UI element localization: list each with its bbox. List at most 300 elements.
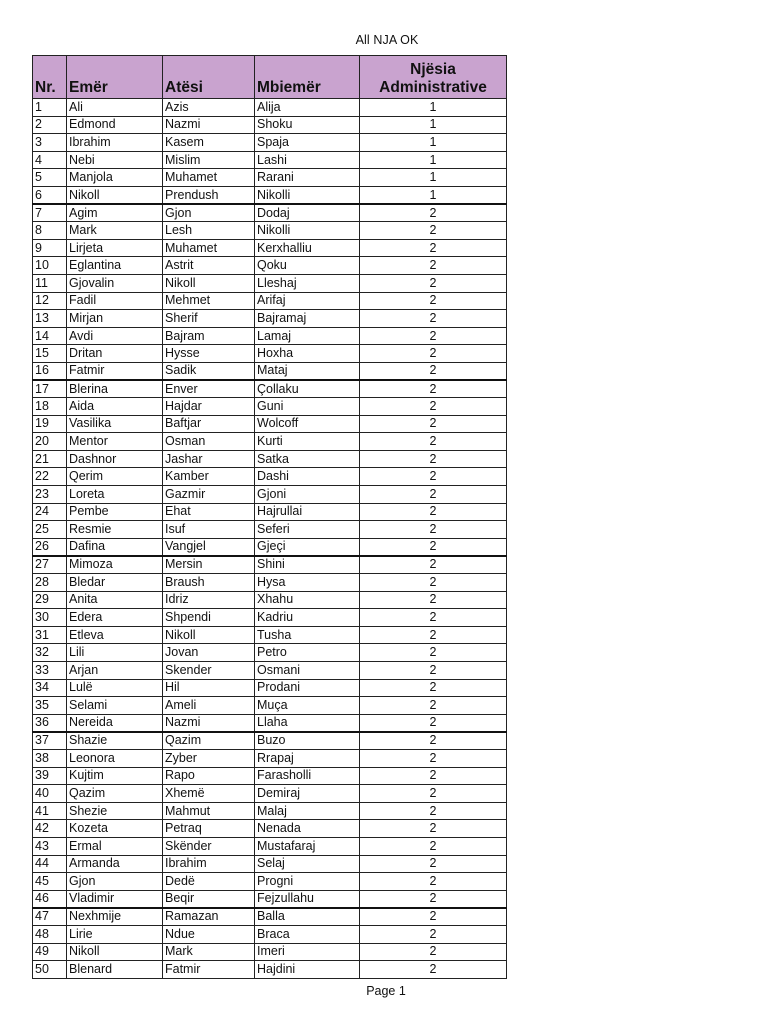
cell-emer: Mirjan	[67, 310, 163, 328]
cell-atesi: Osman	[163, 433, 255, 451]
table-row	[33, 151, 507, 169]
cell-atesi: Ehat	[163, 503, 255, 521]
cell-atesi: Hajdar	[163, 398, 255, 416]
cell-mbiemer: Tusha	[255, 626, 360, 644]
cell-atesi: Mersin	[163, 556, 255, 574]
cell-njesia: 2	[360, 574, 507, 592]
cell-emer: Shazie	[67, 732, 163, 750]
cell-njesia: 2	[360, 257, 507, 275]
cell-mbiemer: Nikolli	[255, 222, 360, 240]
cell-atesi: Nazmi	[163, 116, 255, 134]
table-body	[33, 99, 507, 979]
cell-njesia: 1	[360, 134, 507, 152]
cell-njesia: 2	[360, 820, 507, 838]
cell-nr: 12	[33, 292, 67, 310]
cell-emer: Vladimir	[67, 890, 163, 908]
cell-emer: Dashnor	[67, 450, 163, 468]
cell-nr: 9	[33, 239, 67, 257]
cell-emer: Ibrahim	[67, 134, 163, 152]
cell-njesia: 1	[360, 99, 507, 117]
cell-njesia: 2	[360, 433, 507, 451]
cell-mbiemer: Shini	[255, 556, 360, 574]
table-row	[33, 908, 507, 926]
cell-atesi: Zyber	[163, 749, 255, 767]
table-row	[33, 785, 507, 803]
cell-emer: Pembe	[67, 503, 163, 521]
roster-table	[32, 55, 507, 979]
cell-atesi: Jovan	[163, 644, 255, 662]
cell-njesia: 2	[360, 925, 507, 943]
table-row	[33, 732, 507, 750]
cell-emer: Lili	[67, 644, 163, 662]
cell-nr: 34	[33, 679, 67, 697]
cell-mbiemer: Qoku	[255, 257, 360, 275]
cell-njesia: 2	[360, 943, 507, 961]
cell-njesia: 2	[360, 521, 507, 539]
cell-mbiemer: Dashi	[255, 468, 360, 486]
cell-mbiemer: Xhahu	[255, 591, 360, 609]
cell-mbiemer: Llaha	[255, 714, 360, 732]
cell-njesia: 2	[360, 398, 507, 416]
cell-mbiemer: Lamaj	[255, 327, 360, 345]
cell-emer: Blenard	[67, 961, 163, 979]
cell-emer: Armanda	[67, 855, 163, 873]
cell-nr: 8	[33, 222, 67, 240]
cell-atesi: Vangjel	[163, 538, 255, 556]
cell-nr: 48	[33, 925, 67, 943]
cell-nr: 27	[33, 556, 67, 574]
cell-emer: Resmie	[67, 521, 163, 539]
cell-njesia: 2	[360, 415, 507, 433]
cell-atesi: Petraq	[163, 820, 255, 838]
cell-nr: 43	[33, 837, 67, 855]
cell-njesia: 2	[360, 890, 507, 908]
cell-emer: Bledar	[67, 574, 163, 592]
cell-mbiemer: Hajdini	[255, 961, 360, 979]
table-row	[33, 380, 507, 398]
cell-nr: 30	[33, 609, 67, 627]
table-row	[33, 327, 507, 345]
table-row	[33, 749, 507, 767]
cell-atesi: Xhemë	[163, 785, 255, 803]
cell-atesi: Nazmi	[163, 714, 255, 732]
cell-nr: 42	[33, 820, 67, 838]
cell-njesia: 2	[360, 855, 507, 873]
cell-atesi: Ameli	[163, 697, 255, 715]
table-row	[33, 134, 507, 152]
cell-mbiemer: Imeri	[255, 943, 360, 961]
cell-atesi: Mahmut	[163, 802, 255, 820]
table-row	[33, 257, 507, 275]
table-row	[33, 204, 507, 222]
table-row	[33, 186, 507, 204]
cell-mbiemer: Çollaku	[255, 380, 360, 398]
cell-njesia: 2	[360, 697, 507, 715]
cell-njesia: 1	[360, 169, 507, 187]
cell-njesia: 2	[360, 961, 507, 979]
cell-atesi: Kasem	[163, 134, 255, 152]
header-row	[33, 56, 507, 99]
cell-emer: Kujtim	[67, 767, 163, 785]
cell-njesia: 2	[360, 222, 507, 240]
cell-nr: 47	[33, 908, 67, 926]
table-row	[33, 99, 507, 117]
cell-nr: 26	[33, 538, 67, 556]
cell-atesi: Beqir	[163, 890, 255, 908]
cell-mbiemer: Balla	[255, 908, 360, 926]
cell-emer: Aida	[67, 398, 163, 416]
cell-mbiemer: Alija	[255, 99, 360, 117]
cell-atesi: Azis	[163, 99, 255, 117]
cell-njesia: 2	[360, 345, 507, 363]
cell-nr: 45	[33, 873, 67, 891]
table-row	[33, 802, 507, 820]
table-row	[33, 679, 507, 697]
cell-mbiemer: Buzo	[255, 732, 360, 750]
cell-nr: 41	[33, 802, 67, 820]
cell-atesi: Baftjar	[163, 415, 255, 433]
cell-emer: Shezie	[67, 802, 163, 820]
cell-atesi: Shpendi	[163, 609, 255, 627]
cell-mbiemer: Kerxhalliu	[255, 239, 360, 257]
cell-atesi: Ramazan	[163, 908, 255, 926]
cell-atesi: Mehmet	[163, 292, 255, 310]
table-row	[33, 855, 507, 873]
cell-emer: Kozeta	[67, 820, 163, 838]
table-row	[33, 644, 507, 662]
cell-atesi: Prendush	[163, 186, 255, 204]
cell-emer: Ermal	[67, 837, 163, 855]
cell-mbiemer: Arifaj	[255, 292, 360, 310]
cell-emer: Mentor	[67, 433, 163, 451]
page-footer: Page 1	[366, 984, 406, 998]
cell-emer: Loreta	[67, 486, 163, 504]
table-row	[33, 292, 507, 310]
cell-nr: 6	[33, 186, 67, 204]
cell-mbiemer: Nenada	[255, 820, 360, 838]
table-row	[33, 714, 507, 732]
cell-emer: Fadil	[67, 292, 163, 310]
cell-atesi: Sadik	[163, 362, 255, 380]
column-header-atesi: Atësi	[163, 56, 255, 99]
cell-njesia: 2	[360, 204, 507, 222]
table-row	[33, 591, 507, 609]
table-row	[33, 222, 507, 240]
table-row	[33, 398, 507, 416]
cell-njesia: 2	[360, 591, 507, 609]
cell-mbiemer: Hysa	[255, 574, 360, 592]
column-header-emer: Emër	[67, 56, 163, 99]
table-row	[33, 609, 507, 627]
cell-atesi: Rapo	[163, 767, 255, 785]
cell-njesia: 2	[360, 362, 507, 380]
cell-nr: 16	[33, 362, 67, 380]
column-header-mbiemer: Mbiemër	[255, 56, 360, 99]
table-row	[33, 521, 507, 539]
cell-nr: 25	[33, 521, 67, 539]
cell-njesia: 2	[360, 767, 507, 785]
table-row	[33, 890, 507, 908]
table-row	[33, 345, 507, 363]
cell-emer: Eglantina	[67, 257, 163, 275]
cell-mbiemer: Shoku	[255, 116, 360, 134]
cell-atesi: Sherif	[163, 310, 255, 328]
cell-nr: 7	[33, 204, 67, 222]
cell-mbiemer: Rrapaj	[255, 749, 360, 767]
cell-atesi: Skender	[163, 662, 255, 680]
cell-emer: Ali	[67, 99, 163, 117]
cell-njesia: 2	[360, 486, 507, 504]
table-row	[33, 662, 507, 680]
cell-njesia: 2	[360, 274, 507, 292]
table-row	[33, 961, 507, 979]
cell-emer: Lulë	[67, 679, 163, 697]
cell-njesia: 2	[360, 732, 507, 750]
cell-emer: Mark	[67, 222, 163, 240]
cell-emer: Qerim	[67, 468, 163, 486]
cell-emer: Anita	[67, 591, 163, 609]
cell-mbiemer: Nikolli	[255, 186, 360, 204]
table-row	[33, 820, 507, 838]
cell-atesi: Skënder	[163, 837, 255, 855]
cell-atesi: Bajram	[163, 327, 255, 345]
cell-atesi: Gazmir	[163, 486, 255, 504]
cell-emer: Lirie	[67, 925, 163, 943]
cell-mbiemer: Prodani	[255, 679, 360, 697]
table-row	[33, 925, 507, 943]
cell-mbiemer: Progni	[255, 873, 360, 891]
cell-emer: Fatmir	[67, 362, 163, 380]
cell-mbiemer: Spaja	[255, 134, 360, 152]
cell-mbiemer: Gjeçi	[255, 538, 360, 556]
cell-nr: 23	[33, 486, 67, 504]
column-header-njesia-line1: Njësia	[410, 61, 456, 78]
cell-emer: Nebi	[67, 151, 163, 169]
cell-nr: 14	[33, 327, 67, 345]
cell-emer: Gjon	[67, 873, 163, 891]
cell-mbiemer: Lleshaj	[255, 274, 360, 292]
cell-nr: 10	[33, 257, 67, 275]
cell-atesi: Hil	[163, 679, 255, 697]
cell-mbiemer: Satka	[255, 450, 360, 468]
cell-nr: 46	[33, 890, 67, 908]
cell-nr: 36	[33, 714, 67, 732]
cell-nr: 39	[33, 767, 67, 785]
cell-mbiemer: Dodaj	[255, 204, 360, 222]
cell-njesia: 2	[360, 556, 507, 574]
cell-mbiemer: Kurti	[255, 433, 360, 451]
cell-njesia: 2	[360, 837, 507, 855]
cell-nr: 13	[33, 310, 67, 328]
cell-nr: 5	[33, 169, 67, 187]
cell-mbiemer: Wolcoff	[255, 415, 360, 433]
table-row	[33, 169, 507, 187]
table-row	[33, 362, 507, 380]
table-row	[33, 697, 507, 715]
cell-nr: 15	[33, 345, 67, 363]
cell-mbiemer: Seferi	[255, 521, 360, 539]
cell-nr: 49	[33, 943, 67, 961]
table-row	[33, 556, 507, 574]
cell-atesi: Hysse	[163, 345, 255, 363]
cell-mbiemer: Bajramaj	[255, 310, 360, 328]
cell-njesia: 2	[360, 644, 507, 662]
cell-njesia: 2	[360, 873, 507, 891]
page-header: All NJA OK	[355, 33, 419, 47]
cell-nr: 50	[33, 961, 67, 979]
cell-mbiemer: Demiraj	[255, 785, 360, 803]
cell-atesi: Fatmir	[163, 961, 255, 979]
table-row	[33, 538, 507, 556]
table-row	[33, 767, 507, 785]
table-row	[33, 943, 507, 961]
cell-nr: 22	[33, 468, 67, 486]
cell-nr: 40	[33, 785, 67, 803]
cell-nr: 33	[33, 662, 67, 680]
cell-njesia: 2	[360, 785, 507, 803]
cell-mbiemer: Mataj	[255, 362, 360, 380]
cell-mbiemer: Lashi	[255, 151, 360, 169]
cell-njesia: 2	[360, 310, 507, 328]
cell-emer: Leonora	[67, 749, 163, 767]
cell-atesi: Mislim	[163, 151, 255, 169]
cell-atesi: Jashar	[163, 450, 255, 468]
cell-njesia: 2	[360, 749, 507, 767]
cell-nr: 35	[33, 697, 67, 715]
cell-atesi: Ibrahim	[163, 855, 255, 873]
cell-njesia: 2	[360, 538, 507, 556]
table-row	[33, 468, 507, 486]
cell-atesi: Isuf	[163, 521, 255, 539]
table-row	[33, 433, 507, 451]
cell-emer: Vasilika	[67, 415, 163, 433]
table-row	[33, 873, 507, 891]
cell-emer: Selami	[67, 697, 163, 715]
cell-mbiemer: Osmani	[255, 662, 360, 680]
cell-mbiemer: Fejzullahu	[255, 890, 360, 908]
cell-nr: 31	[33, 626, 67, 644]
cell-njesia: 2	[360, 908, 507, 926]
cell-atesi: Nikoll	[163, 274, 255, 292]
table-row	[33, 574, 507, 592]
cell-njesia: 2	[360, 679, 507, 697]
cell-emer: Etleva	[67, 626, 163, 644]
table-row	[33, 450, 507, 468]
table-row	[33, 274, 507, 292]
cell-nr: 18	[33, 398, 67, 416]
cell-atesi: Ndue	[163, 925, 255, 943]
cell-mbiemer: Rarani	[255, 169, 360, 187]
cell-emer: Nexhmije	[67, 908, 163, 926]
table-header	[33, 56, 507, 99]
cell-atesi: Nikoll	[163, 626, 255, 644]
cell-atesi: Astrit	[163, 257, 255, 275]
cell-atesi: Enver	[163, 380, 255, 398]
cell-nr: 28	[33, 574, 67, 592]
cell-emer: Arjan	[67, 662, 163, 680]
cell-nr: 1	[33, 99, 67, 117]
cell-mbiemer: Hajrullai	[255, 503, 360, 521]
cell-mbiemer: Hoxha	[255, 345, 360, 363]
cell-emer: Nereida	[67, 714, 163, 732]
cell-mbiemer: Guni	[255, 398, 360, 416]
cell-njesia: 2	[360, 292, 507, 310]
cell-mbiemer: Mustafaraj	[255, 837, 360, 855]
cell-atesi: Kamber	[163, 468, 255, 486]
cell-emer: Avdi	[67, 327, 163, 345]
cell-njesia: 2	[360, 380, 507, 398]
cell-njesia: 2	[360, 327, 507, 345]
cell-emer: Qazim	[67, 785, 163, 803]
cell-emer: Edmond	[67, 116, 163, 134]
cell-atesi: Mark	[163, 943, 255, 961]
cell-njesia: 2	[360, 626, 507, 644]
cell-mbiemer: Malaj	[255, 802, 360, 820]
column-header-njesia	[360, 56, 507, 99]
cell-nr: 37	[33, 732, 67, 750]
cell-njesia: 2	[360, 609, 507, 627]
cell-emer: Dritan	[67, 345, 163, 363]
cell-atesi: Idriz	[163, 591, 255, 609]
cell-njesia: 1	[360, 186, 507, 204]
cell-emer: Mimoza	[67, 556, 163, 574]
table-row	[33, 486, 507, 504]
cell-emer: Blerina	[67, 380, 163, 398]
cell-nr: 17	[33, 380, 67, 398]
cell-emer: Edera	[67, 609, 163, 627]
cell-atesi: Muhamet	[163, 239, 255, 257]
table-row	[33, 837, 507, 855]
cell-nr: 11	[33, 274, 67, 292]
cell-mbiemer: Muça	[255, 697, 360, 715]
cell-atesi: Lesh	[163, 222, 255, 240]
cell-njesia: 2	[360, 802, 507, 820]
cell-njesia: 2	[360, 662, 507, 680]
cell-njesia: 2	[360, 239, 507, 257]
cell-njesia: 2	[360, 450, 507, 468]
cell-emer: Gjovalin	[67, 274, 163, 292]
cell-atesi: Qazim	[163, 732, 255, 750]
cell-nr: 24	[33, 503, 67, 521]
cell-nr: 19	[33, 415, 67, 433]
cell-nr: 20	[33, 433, 67, 451]
cell-emer: Agim	[67, 204, 163, 222]
cell-emer: Dafina	[67, 538, 163, 556]
table-row	[33, 503, 507, 521]
cell-atesi: Braush	[163, 574, 255, 592]
cell-mbiemer: Gjoni	[255, 486, 360, 504]
cell-njesia: 1	[360, 151, 507, 169]
cell-njesia: 2	[360, 714, 507, 732]
cell-nr: 38	[33, 749, 67, 767]
cell-nr: 44	[33, 855, 67, 873]
column-header-nr: Nr.	[33, 56, 67, 99]
table-row	[33, 239, 507, 257]
cell-nr: 32	[33, 644, 67, 662]
cell-emer: Nikoll	[67, 186, 163, 204]
cell-njesia: 2	[360, 468, 507, 486]
cell-emer: Nikoll	[67, 943, 163, 961]
cell-nr: 21	[33, 450, 67, 468]
cell-njesia: 1	[360, 116, 507, 134]
cell-mbiemer: Selaj	[255, 855, 360, 873]
cell-njesia: 2	[360, 503, 507, 521]
column-header-njesia-line2: Administrative	[379, 79, 487, 96]
table-row	[33, 626, 507, 644]
cell-nr: 29	[33, 591, 67, 609]
cell-atesi: Dedë	[163, 873, 255, 891]
cell-mbiemer: Braca	[255, 925, 360, 943]
